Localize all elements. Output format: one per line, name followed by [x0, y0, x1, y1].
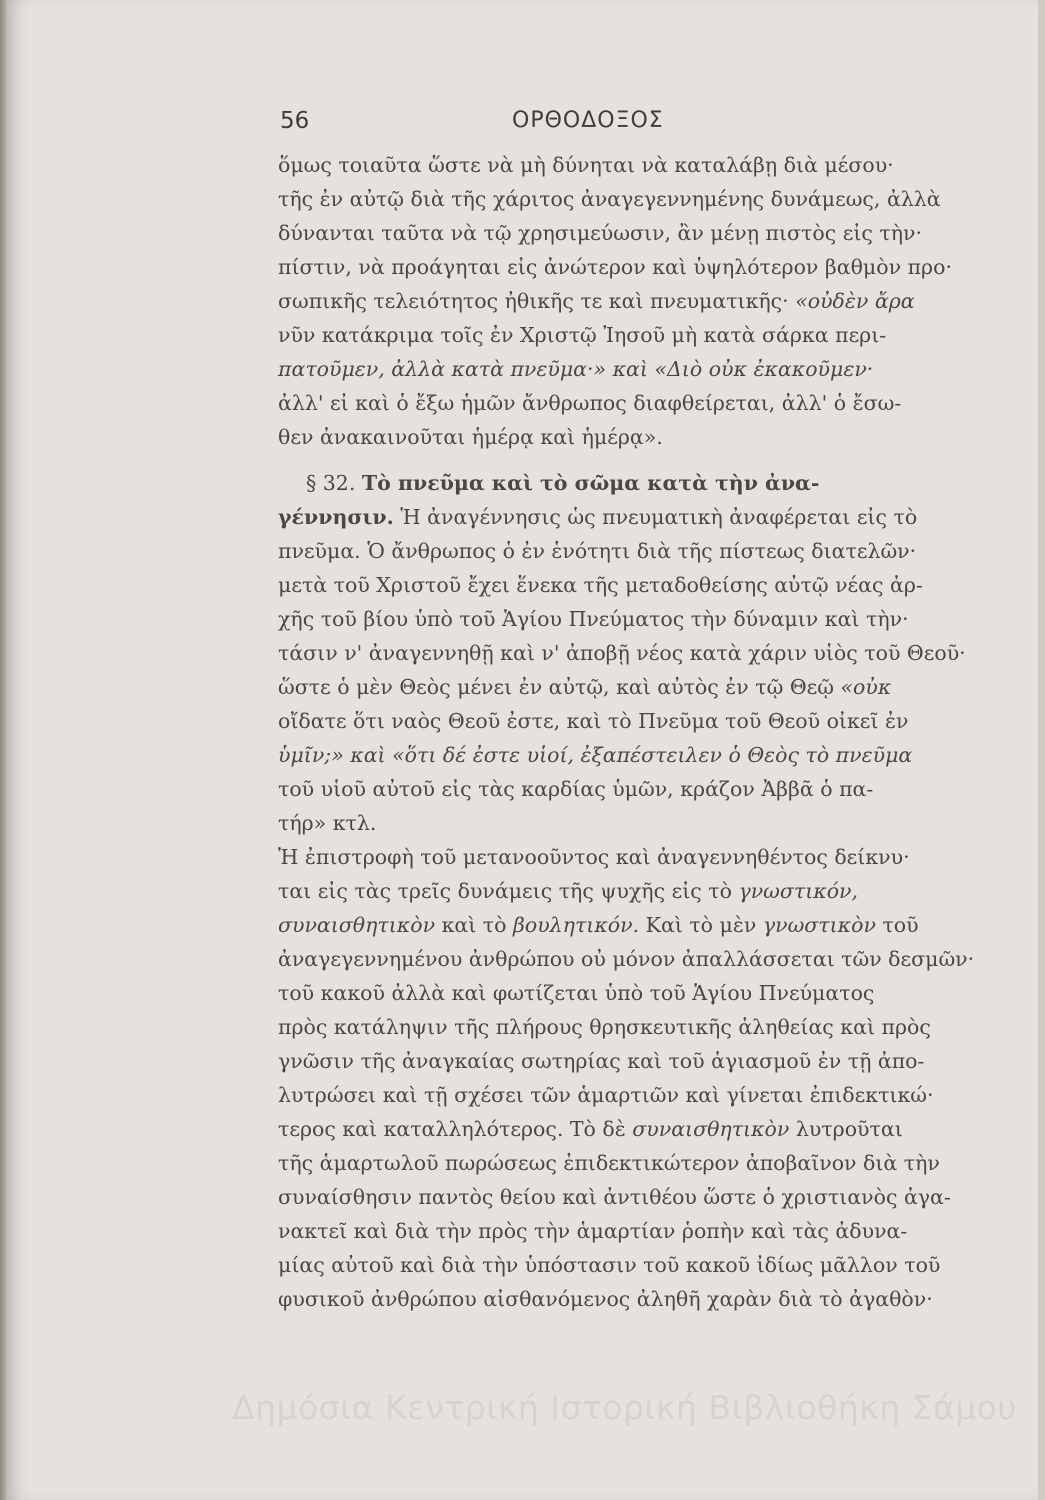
text-line: τῆς ἁμαρτωλοῦ πωρώσεως ἐπιδεκτικώτερον ἀποβαῖνον διὰ τὴν	[278, 1151, 940, 1175]
text-line: θεν ἀνακαινοῦται ἡμέρᾳ καὶ ἡμέρᾳ».	[278, 425, 663, 449]
text-line: τῆς ἐν αὐτῷ διὰ τῆς χάριτος ἀναγεγεννημένης δυνάμεως, ἀλλὰ	[278, 187, 941, 211]
text-line: μίας αὐτοῦ καὶ διὰ τὴν ὑπόστασιν τοῦ κακοῦ ἰδίως μᾶλλον τοῦ	[278, 1253, 941, 1277]
text-line: τοῦ κακοῦ ἀλλὰ καὶ φωτίζεται ὑπὸ τοῦ Ἁγίου Πνεύματος	[278, 981, 875, 1005]
text-line: τερος καὶ καταλληλότερος. Τὸ δὲ συναισθητικὸν λυτροῦται	[278, 1117, 903, 1141]
text-line: φυσικοῦ ἀνθρώπου αἰσθανόμενος ἀληθῆ χαρὰν διὰ τὸ ἀγαθὸν·	[278, 1287, 933, 1311]
text-line: τοῦ υἱοῦ αὐτοῦ εἰς τὰς καρδίας ὑμῶν, κράζον Ἀββᾶ ὁ πα-	[278, 777, 874, 801]
text-line: Ἡ ἐπιστροφὴ τοῦ μετανοοῦντος καὶ ἀναγεννηθέντος δείκνυ·	[278, 845, 910, 869]
text-line: σωπικῆς τελειότητος ἠθικῆς τε καὶ πνευματικῆς· «οὐδὲν ἄρα	[278, 289, 915, 313]
text-line: οἴδατε ὅτι ναὸς Θεοῦ ἐστε, καὶ τὸ Πνεῦμα τοῦ Θεοῦ οἰκεῖ ἐν	[278, 709, 909, 733]
text-line: ται εἰς τὰς τρεῖς δυνάμεις τῆς ψυχῆς εἰς τὸ γνωστικόν,	[278, 879, 859, 903]
text-line: συναισθητικὸν καὶ τὸ βουλητικόν. Καὶ τὸ μὲν γνωστικὸν τοῦ	[278, 913, 919, 937]
text-line: νακτεῖ καὶ διὰ τὴν πρὸς τὴν ἁμαρτίαν ῥοπὴν καὶ τὰς ἀδυνα-	[278, 1219, 908, 1243]
text-line: τήρ» κτλ.	[278, 811, 377, 835]
text-line: ἀναγεγεννημένου ἀνθρώπου οὐ μόνον ἀπαλλάσσεται τῶν δεσμῶν·	[278, 947, 975, 971]
library-watermark: Δημόσια Κεντρική Ιστορική Βιβλιοθήκη Σάμου	[232, 1388, 1018, 1427]
text-line: πατοῦμεν, ἀλλὰ κατὰ πνεῦμα·» καὶ «Διὸ οὐκ ἐκακοῦμεν·	[278, 357, 874, 381]
section-heading-line	[306, 468, 819, 498]
text-line: χῆς τοῦ βίου ὑπὸ τοῦ Ἁγίου Πνεύματος τὴν δύναμιν καὶ τὴν·	[278, 607, 909, 631]
text-line: πίστιν, νὰ προάγηται εἰς ἀνώτερον καὶ ὑψηλότερον βαθμὸν προ·	[278, 255, 952, 279]
text-line: δύνανται ταῦτα νὰ τῷ χρησιμεύωσιν, ἂν μένῃ πιστὸς εἰς τὴν·	[278, 221, 922, 245]
text-line: πρὸς κατάληψιν τῆς πλήρους θρησκευτικῆς ἀληθείας καὶ πρὸς	[278, 1015, 931, 1039]
text-line: γνῶσιν τῆς ἀναγκαίας σωτηρίας καὶ τοῦ ἁγιασμοῦ ἐν τῇ ἀπο-	[278, 1049, 925, 1073]
section-title: Τὸ πνεῦμα καὶ τὸ σῶμα κατὰ τὴν ἀνα-	[361, 471, 820, 495]
text-line: λυτρώσει καὶ τῇ σχέσει τῶν ἁμαρτιῶν καὶ γίνεται ἐπιδεκτικώ·	[278, 1083, 934, 1107]
section-number: § 32.	[306, 471, 356, 495]
text-line: νῦν κατάκριμα τοῖς ἐν Χριστῷ Ἰησοῦ μὴ κατὰ σάρκα περι-	[278, 323, 887, 347]
text-line: γέννησιν. Ἡ ἀναγέννησις ὡς πνευματικὴ ἀναφέρεται εἰς τὸ	[278, 505, 918, 529]
page-header	[0, 100, 1045, 140]
text-line: μετὰ τοῦ Χριστοῦ ἔχει ἕνεκα τῆς μεταδοθείσης αὐτῷ νέας ἀρ-	[278, 573, 923, 597]
text-line: ὥστε ὁ μὲν Θεὸς μένει ἐν αὐτῷ, καὶ αὐτὸς ἐν τῷ Θεῷ «οὐκ	[278, 675, 892, 699]
text-line: πνεῦμα. Ὁ ἄνθρωπος ὁ ἐν ἑνότητι διὰ τῆς πίστεως διατελῶν·	[278, 539, 917, 563]
running-title: ΟΡΘΟΔΟΞΟΣ	[512, 108, 664, 133]
text-line: ὅμως τοιαῦτα ὥστε νὰ μὴ δύνηται νὰ καταλάβῃ διὰ μέσου·	[278, 153, 894, 177]
text-line: ἀλλ' εἰ καὶ ὁ ἔξω ἡμῶν ἄνθρωπος διαφθείρεται, ἀλλ' ὁ ἔσω-	[278, 391, 902, 415]
page-number: 56	[280, 108, 310, 134]
text-line: τάσιν ν' ἀναγεννηθῇ καὶ ν' ἀποβῇ νέος κατὰ χάριν υἱὸς τοῦ Θεοῦ·	[278, 641, 966, 665]
text-line: ὑμῖν;» καὶ «ὅτι δέ ἐστε υἱοί, ἐξαπέστειλεν ὁ Θεὸς τὸ πνεῦμα	[278, 743, 913, 767]
text-line: συναίσθησιν παντὸς θείου καὶ ἀντιθέου ὥστε ὁ χριστιανὸς ἀγα-	[278, 1185, 951, 1209]
